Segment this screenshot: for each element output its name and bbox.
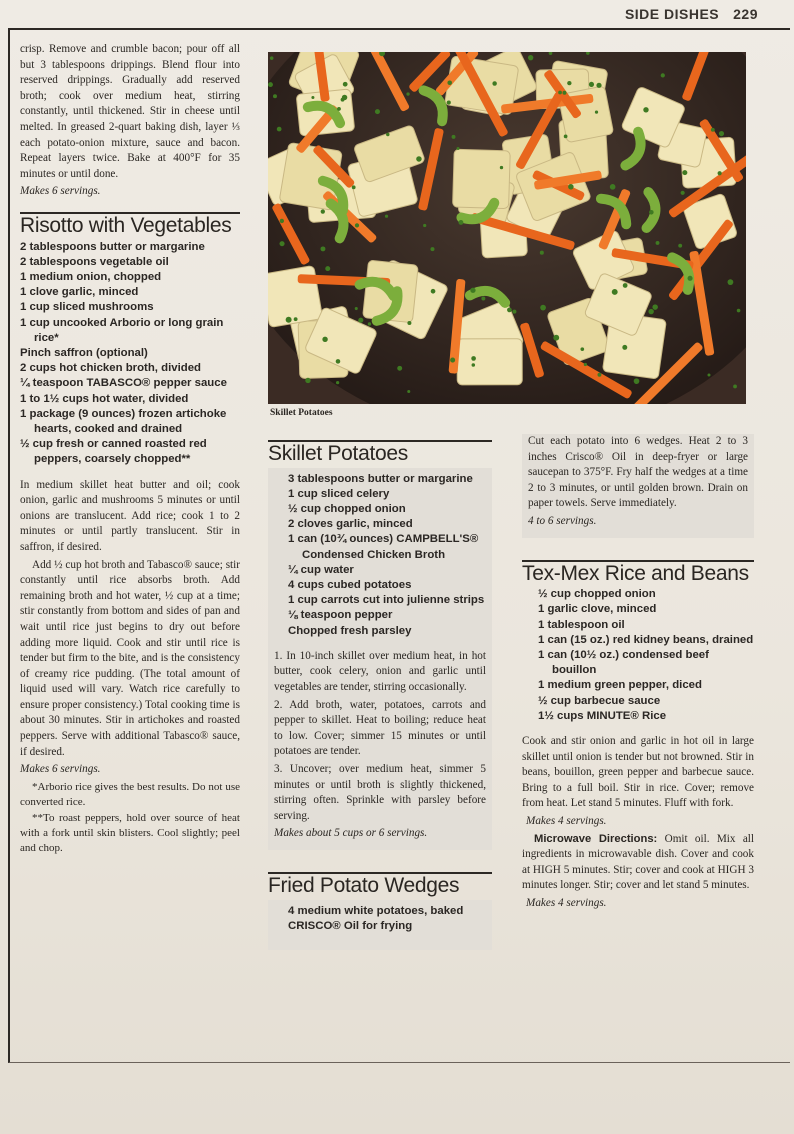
texmex-ingredient: ½ cup chopped onion xyxy=(538,588,656,601)
running-head xyxy=(611,6,758,22)
texmex-ingredient: 1 can (15 oz.) red kidney beans, drained xyxy=(538,633,754,646)
skillet-potatoes-box xyxy=(268,468,492,850)
skillet-step-1: 1. In 10-inch skillet over medium heat, in hot butter, cook celery, onion and garlic until vegetables are tender, stirring occasionally. xyxy=(274,649,486,694)
continued-recipe-text: crisp. Remove and crumble bacon; pour off all but 3 tablespoons drippings. Blend flour into reserved drippings. Gradually add reserved broth; cook over medium heat, stirring constantly, until thickened. Stir in cheese until melted. In greased 2-quart baking dish, layer ⅓ each potato-onion mixture, sauce and bacon. Repeat layers twice. Bake at 400°F for 35 minutes or until done. xyxy=(20,43,240,180)
texmex-title: Tex-Mex Rice and Beans xyxy=(522,560,754,582)
risotto-title: Risotto with Vegetables xyxy=(20,212,240,234)
skillet-ingredient: ¼ cup water xyxy=(288,563,354,576)
risotto-ingredient: 1 to 1½ cups hot water, divided xyxy=(20,392,189,405)
fried-wedges-box xyxy=(268,900,492,950)
skillet-ingredient: 4 cups cubed potatoes xyxy=(288,579,412,592)
page-number: 229 xyxy=(733,6,758,22)
texmex-ingredient: 1 tablespoon oil xyxy=(538,618,625,631)
risotto-ingredient: 2 tablespoons butter or margarine xyxy=(20,240,205,253)
texmex-method: Cook and stir onion and garlic in hot oil in large skillet until onion is tender but not browned. Stir in beans, bouillon, green pepper and barbecue sauce. Bring to a full boil. Stir in rice. Cover; remove from heat. Let stand 5 minutes. Fluff with fork. xyxy=(522,734,754,810)
skillet-ingredient: 3 tablespoons butter or margarine xyxy=(288,472,473,485)
skillet-ingredient: 1 can (10¾ ounces) CAMPBELL'S® Condensed Chicken Broth xyxy=(288,533,479,561)
texmex-ingredient: 1 medium green pepper, diced xyxy=(538,679,702,692)
risotto-footnote-rice: *Arborio rice gives the best results. Do not use converted rice. xyxy=(20,780,240,808)
skillet-ingredient: 2 cloves garlic, minced xyxy=(288,518,413,531)
wedges-ingredient: 4 medium white potatoes, baked xyxy=(288,904,464,917)
risotto-footnote-peppers: **To roast peppers, hold over source of heat with a fork until skin blisters. Cool slightly; peel and chop. xyxy=(20,812,240,855)
risotto-ingredient-list xyxy=(20,240,240,468)
skillet-potatoes-title: Skillet Potatoes xyxy=(268,440,492,462)
right-column xyxy=(522,434,754,914)
food-illustration xyxy=(268,52,746,404)
risotto-ingredient: 1 package (9 ounces) frozen artichoke hearts, cooked and drained xyxy=(20,407,227,435)
risotto-ingredient: ¼ teaspoon TABASCO® pepper sauce xyxy=(20,377,227,390)
wedges-ingredient: CRISCO® Oil for frying xyxy=(288,919,413,932)
skillet-step-3: 3. Uncover; over medium heat, simmer 5 minutes or until broth is slightly thickened, stirring often. Sprinkle with parsley before serving. xyxy=(274,762,486,822)
wedges-continued-box xyxy=(522,434,754,538)
risotto-step-2: Add ½ cup hot broth and Tabasco® sauce; stir constantly until rice absorbs broth. Add remaining broth and hot water, ½ cup at a time; stir constantly from bottom and sides of pan and wait until rice just begins to dry out before adding more liquid. Cook and stir until rice is tender but firm to the bite, and is the consistency of creamy rice pudding. (The total amount of liquid used will vary. Watch rice carefully to ensure proper consistency.) Total cooking time is about 30 minutes. Stir in artichokes and roasted peppers. Serve with additional Tabasco® sauce, if desired. xyxy=(20,558,240,758)
risotto-ingredient: 2 cups hot chicken broth, divided xyxy=(20,362,202,375)
risotto-ingredient: ½ cup fresh or canned roasted red peppers, coarsely chopped** xyxy=(20,438,207,466)
texmex-microwave-yield: Makes 4 servings. xyxy=(526,896,607,909)
wedges-method: Cut each potato into 6 wedges. Heat 2 to 3 inches Crisco® Oil in deep-fryer or large saucepan to 375°F. Fry half the wedges at a time 2 to 3 minutes, or until golden brown. Drain on paper towels. Serve immediately. xyxy=(528,435,748,510)
microwave-label: Microwave Directions: xyxy=(534,832,658,845)
skillet-potatoes-photo xyxy=(268,52,746,404)
texmex-ingredient: 1 garlic clove, minced xyxy=(538,603,657,616)
risotto-ingredient: Pinch saffron (optional) xyxy=(20,346,148,359)
texmex-ingredient: ½ cup barbecue sauce xyxy=(538,694,661,707)
texmex-microwave xyxy=(522,832,754,894)
skillet-ingredient: 1 cup sliced celery xyxy=(288,487,390,500)
risotto-yield: Makes 6 servings. xyxy=(20,763,101,776)
skillet-ingredient: ⅛ teaspoon pepper xyxy=(288,609,393,622)
microwave-text: Omit oil. Mix all ingredients in microwavable dish. Cover and cook at HIGH 5 minutes. Stir; cover and cook at HIGH 3 minutes longer. Stir; cover and let stand 5 minutes. xyxy=(522,832,755,892)
wedges-yield: 4 to 6 servings. xyxy=(528,514,597,527)
skillet-ingredient-list xyxy=(288,472,486,639)
risotto-ingredient: 1 clove garlic, minced xyxy=(20,286,139,299)
texmex-ingredient: 1½ cups MINUTE® Rice xyxy=(538,709,667,722)
skillet-ingredient: Chopped fresh parsley xyxy=(288,624,412,637)
skillet-yield: Makes about 5 cups or 6 servings. xyxy=(274,827,428,840)
skillet-ingredient: ½ cup chopped onion xyxy=(288,503,406,515)
texmex-yield: Makes 4 servings. xyxy=(526,814,607,827)
texmex-ingredient-list xyxy=(538,587,754,724)
skillet-ingredient: 1 cup carrots cut into julienne strips xyxy=(288,594,485,607)
left-column xyxy=(20,42,240,858)
photo-caption: Skillet Potatoes xyxy=(270,408,333,418)
section-title: SIDE DISHES xyxy=(624,6,720,22)
wedges-ingredient-list xyxy=(288,904,486,934)
fried-wedges-title: Fried Potato Wedges xyxy=(268,872,492,894)
middle-column xyxy=(268,440,492,950)
risotto-step-1: In medium skillet heat butter and oil; cook onion, garlic and mushrooms 5 minutes or until onions are translucent. Add rice; cook 1 to 2 minutes or until partly translucent. Stir in saffron, if desired. xyxy=(20,478,240,553)
texmex-ingredient: 1 can (10½ oz.) condensed beef bouillon xyxy=(538,648,709,677)
risotto-ingredient: 1 medium onion, chopped xyxy=(20,270,162,283)
risotto-ingredient: 2 tablespoons vegetable oil xyxy=(20,255,169,268)
risotto-ingredient: 1 cup sliced mushrooms xyxy=(20,301,154,314)
skillet-step-2: 2. Add broth, water, potatoes, carrots and pepper to skillet. Heat to boiling; reduce heat to low. Cover; simmer 15 minutes or until potatoes are tender. xyxy=(274,698,486,758)
continued-recipe-yield: Makes 6 servings. xyxy=(20,185,101,198)
risotto-ingredient: 1 cup uncooked Arborio or long grain rice* xyxy=(20,316,224,344)
